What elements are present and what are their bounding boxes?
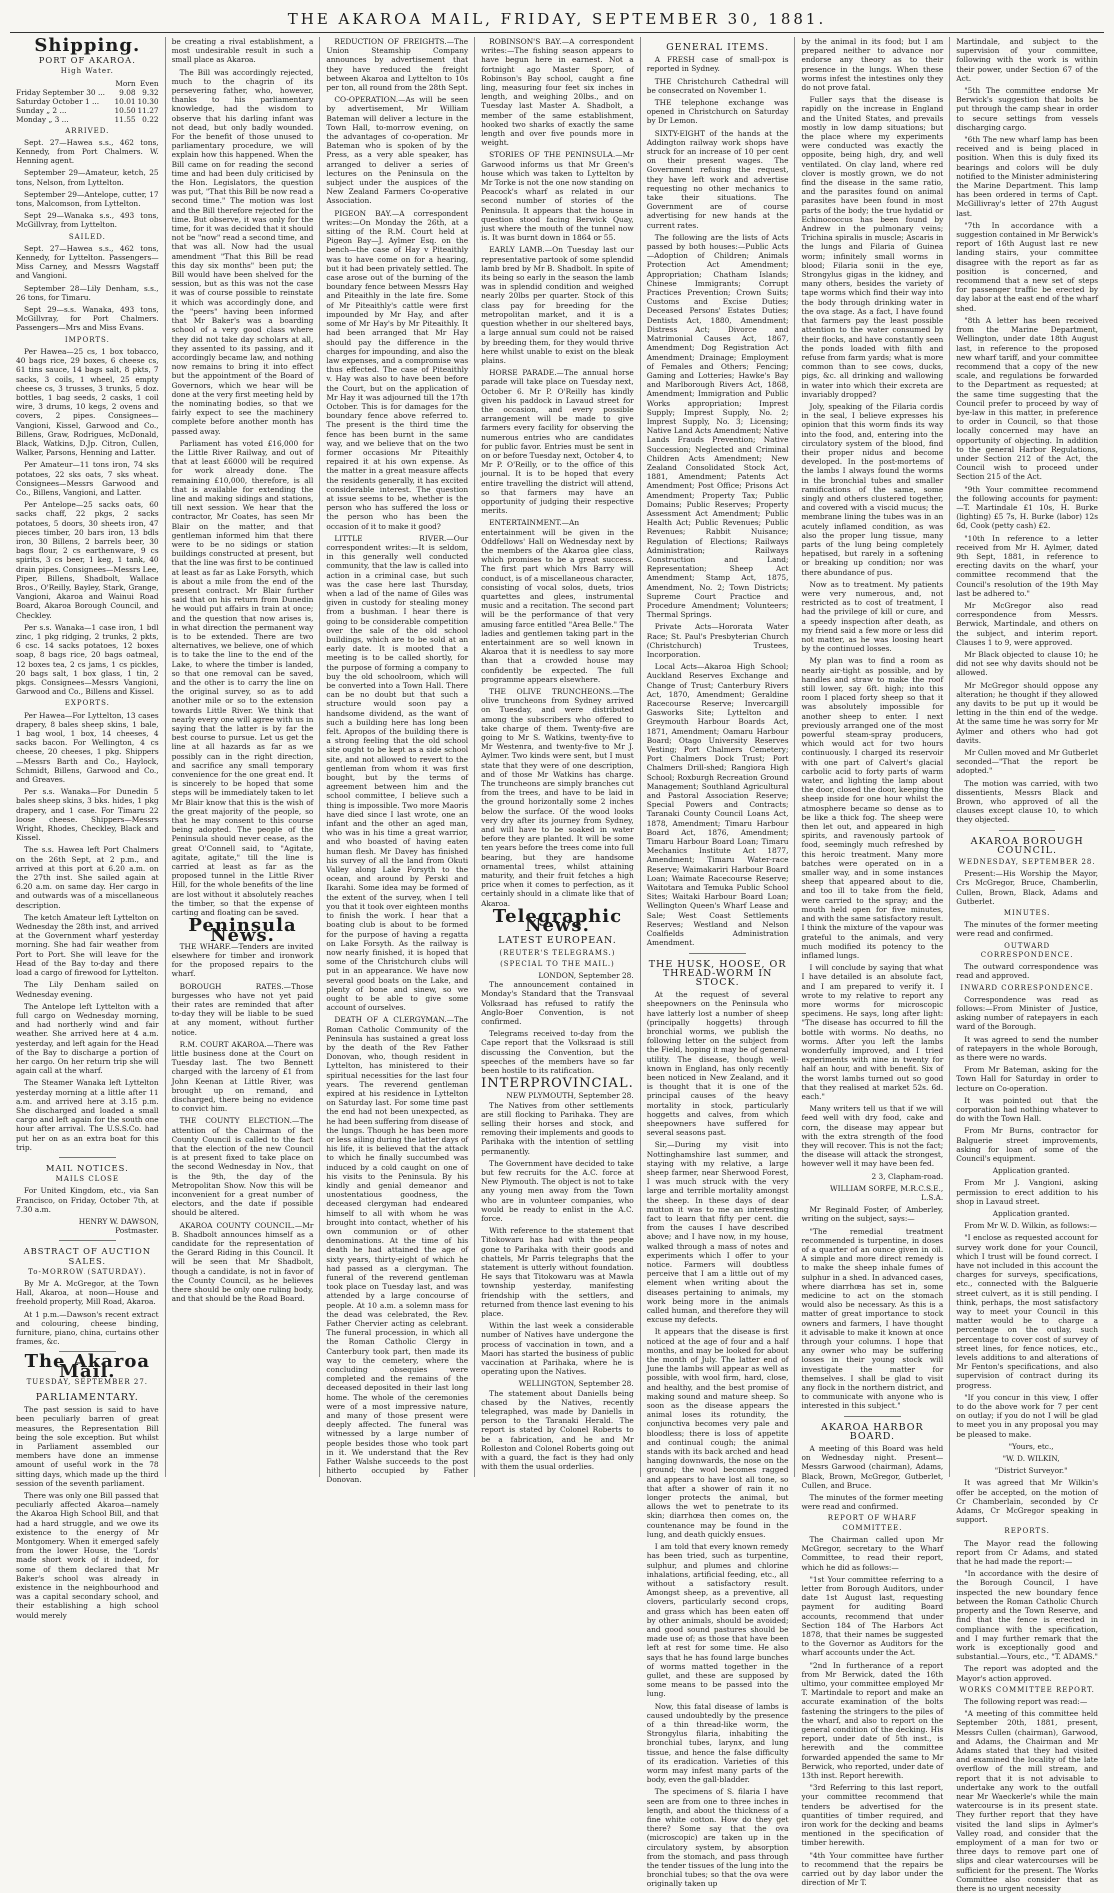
tide-row xyxy=(16,88,159,97)
masthead: THE AKAROA MAIL, FRIDAY, SEPTEMBER 30, 1881. xyxy=(287,10,827,28)
dateline: NEW PLYMOUTH, September 28. xyxy=(506,1091,634,1101)
imports-heading: IMPORTS. xyxy=(64,335,110,344)
article-paragraph: I am told that every known remedy has been tried, such as turpentine, sulphur, and plumes and chlorine inhalations, artificial feeding, etc., all without a satisfactory result. Amongst sheep, as a preventive, all clovers, particularly second crops, and grass which has been eaten off by other animals, should be avoided; and good sound pastures should be made use of; as those that have been left at rest for some time. He also says that he has found large bunches of worms matted together in the gullet, and these are supposed by some means to be passed into the lung. xyxy=(646,1542,789,1699)
auction-entry: By Mr A. McGregor, at the Town Hall, Akaroa, at noon—House and freehold property, Mill Road, Akaroa. xyxy=(16,1278,159,1307)
mail-notice: For United Kingdom, etc., via San Francisco, on Friday, October 7th, at 7.30 a.m. xyxy=(16,1186,159,1214)
news-item: THE WHARF.—Tenders are invited elsewhere for timber and ironwork for the proposed repairs to the wharf. xyxy=(171,941,314,979)
auction-date: To-MORROW (SATURDAY). xyxy=(28,1267,147,1276)
dateline: LONDON, September 28. xyxy=(538,970,634,980)
latest-european-heading: LATEST EUROPEAN. xyxy=(498,935,617,947)
report-paragraph: "10th In reference to a letter received from Mr H. Aylmer, dated 9th Sept, 1881, in reference to erecting davits on the wharf, your committee recommend that the Council's resolution of the 19th May last be adhered to." xyxy=(956,533,1099,598)
news-item: Local Acts—Akaroa High School; Auckland Reserves Exchange and Change of Trust; Canterbury Rivers Act, 1870, Amendment; Geraldine Racecourse Reserve; Invercargill Gasworks Site; Lyttelton and Greymouth Harbour Boards Act, 1871, Amendment; Oamaru Harbour Board; Otago University Reserves Vesting; Port Chalmers Cemetery; Port Chalmers Dock Trust; Port Chalmers Drill-shed; Rangiora High School; Roxburgh Recreation Ground Management; Southland Agricultural and Pastoral Association Reserve; Special Powers and Contracts; Taranaki County Council Loans Act, 1878, Amendment; Timaru Harbour Board Act, 1876, Amendment; Timaru Harbour Board Loan; Timaru Mechanics Institute Act 1877, Amendment; Timaru Water-race Reserve; Waimakariri Harbour Board Loan; Waimate Racecourse Reserve; Waitotara and Temuka Public School Sites; Waitaki Harbour Board Loan; Wellington Queen's Wharf Lease and Sale; West Coast Settlements Reserves; Westland and Nelson Coalfields Administration Amendment. xyxy=(646,662,789,948)
report-paragraph: The minutes of the former meeting were read and confirmed. xyxy=(956,920,1099,939)
tide-morn: 9.08 xyxy=(119,87,136,97)
subheading: WORKS COMMITTEE REPORT. xyxy=(959,1685,1095,1694)
section-divider xyxy=(689,953,746,954)
auction-entry: At 1 p.m.—Dawson's recent extract and colouring, cheese binding, furniture, piano, china, curtains other frames, &c. xyxy=(16,1309,159,1347)
sailing-entry: Sept. 27—Hawea s.s., 462 tons, Kennedy, for Lyttelton. Passengers—Miss Carney, and Messrs Wagstaff and Vangioni. xyxy=(16,243,159,281)
article-paragraph: by the animal in its food; but I am prepared neither to advance nor endorse any theory as to their presence in the lungs. When these worms infest the intestines only they do not prove fatal. xyxy=(801,37,944,93)
sailed-heading: SAILED. xyxy=(68,232,106,241)
shipping-note: The Lily Denham sailed on Wednesday evening. xyxy=(16,980,159,999)
article-paragraph: Now as to treatment. My patients were very numerous, and, not restricted as to cost of treatment, I had the privilege of kill or cure, and a speedy inspection after death, as my friend said a few more or less did not matter, as he was loosing heart by the continued losses. xyxy=(801,579,944,654)
tide-header-cell: Even xyxy=(139,78,159,88)
news-item: THE Christchurch Cathedral will be consecrated on November 1. xyxy=(646,76,789,95)
tide-morn: 10.01 xyxy=(114,97,136,107)
news-item: THE telephone exchange was opened in Christchurch on Saturday by Dr Lemon. xyxy=(646,98,789,126)
report-paragraph: "4th Your committee have further to recommend that the repairs be carried out by day labor under the direction of Mr T. xyxy=(801,1850,944,1888)
import-entry: Per Antelope—25 sacks oats, 60 sacks chaff, 22 pkgs, 2 sacks potatoes, 5 doors, 30 sheets iron, 47 pieces timber, 20 bars iron, 13 bdls iron, 30 Billens, 2 barrels beer, 30 bags flour, 2 cs earthenware, 9 cs spirits, 3 cs beer, 1 keg, 1 tank, 40 drain pipes. Consignees—Messrs Lee, Piper, Billens, Shadbolt, Wallace Bros., O'Reilly, Bayley, Stark, Grange, Vangioni, Akaroa and Wainui Road Board, Akaroa Borough Council, and Checkley. xyxy=(16,500,159,620)
shipping-note: The Antelope left Lyttelton with a full cargo on Wednesday morning, and had northerly wind and fair weather. She arrived here at 4 a.m. yesterday, and left again for the Head of the Bay to discharge a portion of her cargo. On her return trip she will again call at the wharf. xyxy=(16,1001,159,1076)
telegram: With reference to the statement that Titokowaru has had with the people gone to Parihaka with their goods and chattels, Mr Parris telegraphs that the statement is utterly without foundation. He says that Titokowaru was at Mawla township yesterday, manifesting friendship with the settlers, and returned from thence last evening to his place. xyxy=(481,1226,634,1319)
report-paragraph: "In accordance with the desire of the Borough Council, I have inspected the new boundary fence between the Roman Catholic Church property and the Town Reserve, and find that the fence is erected in compliance with the specification, and I may further remark that the work is exceptionally good and substantial.—Yours, etc., "T. ADAMS." xyxy=(956,1569,1099,1662)
report-paragraph: Present:—His Worship the Mayor, Crs McGregor, Bruce, Chamberlin, Cullen, Brown, Black, Adams and Gutberlet. xyxy=(956,869,1099,906)
column-3 xyxy=(319,37,474,1485)
meeting-date: WEDNESDAY, SEPTEMBER 28. xyxy=(958,858,1096,867)
report-paragraph: It was pointed out that the corporation had nothing whatever to do with the Town Hall. xyxy=(956,1095,1099,1124)
report-paragraph: The motion was carried, with two dissentients, Messrs Black and Brown, who approved of all the clauses except clause 10, to which they objected. xyxy=(956,778,1099,825)
news-item: HORSE PARADE.—The annual horse parade will take place on Tuesday next, October 6. Mr P. O'Reilly has kindly given his paddock in Lavaud street for the occasion, and every possible arrangement will be made to give farmers every facility for observing the numerous entries who are candidates for public favor. Entries must be sent in on or before Tuesday next, October 4, to Mr P. O'Reilly, or to the office of this journal. It is to be hoped that every entire travelling the district will attend, so that farmers may have an opportunity of judging their respective merits. xyxy=(481,368,634,516)
news-item: A FRESH case of small-pox is reported in Sydney. xyxy=(646,55,789,74)
masthead-rule xyxy=(10,32,1104,33)
arrival-entry: Sept. 27—Hawea s.s., 462 tons, Kennedy, from Port Chalmers. W. Henning agent. xyxy=(16,137,159,166)
arrival-entry: Sept 29—Wanaka s.s., 493 tons, McGillvray, from Lyttelton. xyxy=(16,211,159,230)
report-paragraph: The following report was read:— xyxy=(964,1696,1088,1706)
sailing-entry: September 28—Lily Denham, s.s., 26 tons, for Timaru. xyxy=(16,283,159,302)
telegram: The Natives from other settlements are still flocking to Parihaka. They are selling their horses and stock, and removing their implements and goods to Parihaka with the intention of settling permanently. xyxy=(481,1100,634,1156)
report-paragraph: Mr McGregor also read correspondence from Messrs. Berwick, Martindale, and others on the subject, and interim report. Clauses 1 to 9, were approved. xyxy=(956,600,1099,647)
tide-row xyxy=(16,97,159,106)
report-paragraph: Application granted. xyxy=(992,1166,1070,1176)
export-entry: Per Hawea—For Lyttelton, 13 cases drapery, 8 bales sheep skins, 1 bale, 1 bag wool, 1 box, 14 cheeses, 4 sacks bacon. For Wellington, 4 cs cheese, 20 cheeses, 1 pkg. Shippers—Messrs Barth and Co., Haylock, Schmidt, Billens, Garwood and Co., and Greaves. xyxy=(16,710,159,785)
letter-signature: "Yours, etc., xyxy=(1008,1441,1054,1451)
news-item: BOROUGH RATES.—Those burgesses who have not yet paid their rates are reminded that after to-day they will be liable to be sued at any moment, without further notice. xyxy=(171,981,314,1037)
tide-header-cell: Morn xyxy=(115,78,136,88)
postmaster-title: Postmaster. xyxy=(115,1226,159,1236)
news-item: AKAROA COUNTY COUNCIL.—Mr B. Shadbolt announces himself as a candidate for the representation of the Gerard Riding in this Council. It will be seen that Mr Shadbolt, though a candidate, is not in favor of the County Council, as he believes there should be only one ruling body, and that should be the Road Board. xyxy=(171,1220,314,1304)
news-item: DEATH OF A CLERGYMAN.—The Roman Catholic Community of the Peninsula has sustained a great loss by the death of the Rev Father Donovan, who, though resident in Lyttelton, has ministered to their spiritual necessities for the last four years. The reverend gentleman expired at his residence in Lyttelton on Saturday last. For some time past the end had not been unexpected, as he had been suffering from disease of the lungs. Though he has been more or less ailing during the latter days of his life, it is believed that the attack to which he finally succumbed was induced by a cold caught on one of his visits to the Peninsula. By his kindly and genial demeanor and unostentatious goodness, the deceased clergyman had endeared himself to all with whom he was brought into contact, whether of his own communion or of other denominations. At the time of his death he had attained the age of sixty years, thirty-eight of which he had passed as a clergyman. The funeral of the reverend gentleman took place on Tuesday last, and was attended by a large concourse of people. At 10 a.m. a solemn mass for the dead was celebrated, the Rev. Father Chervier acting as celebrant. The funeral procession, in which all the Roman Catholic Clergy in Canterbury took part, then made its way to the cemetery, where the concluding obsequies were completed and the remains of the deceased deposited in their last long home. The whole of the ceremonies were of a most impressive nature, and many of those present were deeply affected. The funeral was witnessed by a large number of people besides those who took part in it. We understand that the Rev Father Walshe succeeds to the post hitherto occupied by Father Donovan. xyxy=(326,1015,469,1485)
article-paragraph: The Bill was accordingly rejected, much to the chagrin of its persevering father, who, however, thanks to his parliamentary knowledge, had the wisdom to observe that his darling infant was not dead, but only badly wounded. For the benefit of those unused to parliamentary procedure, we will explain how this happened. When the Bill came on for reading the second time and had been duly criticised by the Hon. Legislators, the question was put, "That this Bill be now read a second time." The motion was lost and the Bill therefore rejected for the time. But observe, it was only for the time, for it was decided that it should not be "now" read a second time, and that was all. Now had the usual amendment "That this Bill be read this day six months" been put; the Bill would have been shelved for the session, but as this was not the case it was of course possible to reinstate it which was accordingly done, and the "peers" having been informed that Mr Baker's was a boarding school of a very good class where they did not take day scholars at all, they assented to its passing, and it accordingly became law, and nothing now remains to bring it into effect but the appointment of the Board of Governors, which we hear will be done at the very first meeting held by the nominating bodies, so that we fairly expect to see the machinery complete before another month has passed away. xyxy=(171,67,314,436)
telegram: Telegrams received to-day from the Cape report that the Volksraad is still discussing the Convention, but the speeches of the members have so far been hostile to its ratification. xyxy=(481,1029,634,1075)
shipping-note: The Steamer Wanaka left Lyttelton yesterday morning at a little after 11 a.m. and arrived here at 3.15 p.m. She discharged and loaded a small cargo and left again for the south one hour after arrival. The U.S.S.Co. had put her on as an extra boat for this trip. xyxy=(16,1078,159,1152)
report-paragraph: Mr Cullen moved and Mr Gutberlet seconded—"That the report be adopted." xyxy=(956,748,1099,776)
article-paragraph: My plan was to find a room as nearly air-tight as possible, and by handles and straw to make the roof still lower, say 6ft. high; into this room I placed forty sheep so that it was absolutely impossible for another sheep to enter. I next previously arranged one of the most powerful steam-spray producers, which would act for two hours continuously. I charged its reservoir with one part of Calvert's glacial carbolic acid to forty parts of warm water, and lighting the lamp about the door, closed the door, keeping the sheep inside for one hour whilst the atmosphere became so dense as to be like a thick fog. The sheep were then let out, and appeared in high spirits, and ravenously partook of food, seemingly much refreshed by this heroic treatment. Many more batches were operated on in a smaller way, and in some instances sheep that appeared about to die, and too ill to take from the field, were carried to the spray; and the mouth held open for five minutes, and with the same satisfactory result. I think the mixture of the vapour was grateful to the animals, and very much modified its potency to the inflamed lungs. xyxy=(801,656,944,960)
column-5 xyxy=(640,37,795,1889)
telegram: The Government have decided to take but few recruits for the A.C. force at New Plymouth. The object is not to take any young men away from the Town who are in volunteer companies, who would be ready to enlist in the A.C. force. xyxy=(481,1158,634,1223)
export-entry: Per s.s. Wanaka—For Dunedin 5 bales sheep skins, 3 bks. hides, 1 pkg drapery, and 1 case. For Timaru 22 loose cheese. Shippers—Messrs Wright, Rhodes, Checkley, Black and Kissel. xyxy=(16,787,159,843)
tide-even: 0.22 xyxy=(142,115,159,125)
report-paragraph: "9th Your committee recommend the following accounts for payment:—T. Martindale £1 10s, H. Burke (lighting) £5 7s, H. Burke (labor) 12s 6d, Cook (petty cash) £2. xyxy=(956,484,1099,531)
report-paragraph: From Mr W. D. Wilkin, as follows:— xyxy=(964,1221,1097,1231)
tide-header-cell xyxy=(16,79,113,88)
tide-even: 9.32 xyxy=(142,87,159,97)
special-label: (SPECIAL TO THE MAIL.) xyxy=(500,959,615,968)
high-water-label: High Water. xyxy=(60,67,114,76)
auction-heading: ABSTRACT OF AUCTION SALES. xyxy=(23,1246,152,1266)
arrival-entry: September 29—Amateur, ketch, 25 tons, Nelson, from Lyttelton. xyxy=(16,168,159,187)
report-paragraph: From Mr J. Vangioni, asking permission to erect addition to his shop in Lavaud street. xyxy=(956,1178,1099,1206)
column-6 xyxy=(794,37,949,1888)
section-divider xyxy=(59,1157,116,1158)
news-item: The following are the lists of Acts passed by both houses:—Public Acts—Adoption of Children; Animals Protection Act Amendment; Appropriation; Chatham Islands; Chinese Immigrants; Corrupt Practices Prevention; Crown Suits; Customs and Excise Duties; Deceased Persons' Estates Duties; Dentists Act, 1880, Amendment; Distress Act; Divorce and Matrimonial Causes Act, 1867, Amendment; Dog Registration Act Amendment; Drainage; Employment of Females and Others; Fencing; Gaming and Lotteries; Hawke's Bay and Marlborough Rivers Act, 1868, Amendment; Immigration and Public Works appropriation; Imprest Supply; Imprest Supply, No. 2; Imprest Supply, No. 3; Licensing; Native Land Acts Amendment; Native Lands Frauds Prevention; Native Succession; Neglected and Criminal Children Acts Amendment; New Zealand Consolidated Stock Act, 1881, Amendment; Patents Act Amendment; Post Office; Prisons Act Amendment; Property Tax; Public Domains; Public Reserves; Property Assessment Act Amendment; Public Health Act; Public Revenues; Public Revenues; Rabbit Nuisance; Regulation of Elections; Railways Administration; Railways Construction and Land; Representation; Sheep Act Amendment; Stamp Act, 1875, Amendment, No. 2; Town Districts; Supreme Court Practice and Procedure Amendment; Volunteers; Thermal Springs. xyxy=(646,232,789,620)
shipping-heading: Shipping. xyxy=(34,35,141,56)
section-divider xyxy=(844,1416,901,1417)
report-paragraph: "If you concur in this view, I offer to do the above work for 7 per cent on outlay; if you do not I will be glad to meet you in any proposal you may be pleased to make. xyxy=(956,1392,1099,1439)
article-paragraph: At the request of several sheepowners on the Peninsula who have latterly lost a number of sheep (principally hoggetts) through bronchial worms, we publish the following letter on the subject from the Field, hoping it may be of general utility. The disease, though well-known in England, has only recently been noticed in New Zealand, and it is thought that it is one of the principal causes of the heavy mortality in stock, particularly hoggetts and calves, from which sheepowners have suffered for several seasons past. xyxy=(646,990,789,1138)
report-paragraph: "7th In accordance with a suggestion contained in Mr Berwick's report of 16th August last re new landing stairs, your committee disagree with the report as far as position is concerned, and recommend that a new set of steps for passenger traffic be erected by day labor at the east end of the wharf shed. xyxy=(956,220,1099,313)
report-paragraph: The minutes of the former meeting were read and confirmed. xyxy=(801,1493,944,1512)
news-item: THE OLIVE TRUNCHEONS.—The olive truncheons from Sydney arrived on Tuesday, and were distributed among the subscribers who offered to take charge of them. Twenty-five are going to Mr S. Watkins, twenty-five to Mr Westenra, and twenty-five to Mr J. Aylmer. Two kinds were sent, but I must state that they were of one description, and of those Mr Watkins has charge. The truncheons are simply branches cut from the trees, and have to be laid in the ground horizontally some 2 inches below the surface. Of the wood looks very dry after its journey from Sydney, and will have to be soaked in water before they are planted. It will be some ten years before the trees come into full bearing, but they are handsome ornamental trees, whilst attaining maturity, and their fruit fetches a high price when it comes to perfection, as it certainly should in a climate like that of Akaroa. xyxy=(481,687,634,908)
news-item: EARLY LAMB.—On Tuesday last our representative partook of some splendid lamb bred by Mr B. Shadbolt. In spite of its being so early in the season the lamb was in splendid condition and weighed nearly 20lbs per quarter. Stock of this class pay for breeding for the metropolitan market, and it is a question whether in our sheltered bays, a large annual sum could not be raised by breeding them, for they would thrive here whilst unable to exist on the bleak plains. xyxy=(481,245,634,365)
tide-row xyxy=(16,115,159,124)
article-paragraph: I will conclude by saying that what I have detailed is an absolute fact, and I am prepared to verify it. I wrote to my relative to report any more worms for microscopic specimens. He says, long after light: "The disease has occurred to fill the bottle with worms. No deaths, no worms. After you left the lambs wonderfully improved, and I tried experiments with nine in twenty for half an hour, and with benefit. Six of the worst lambs turned out so good that they realised at market 52s. 6d. each." xyxy=(801,963,944,1101)
news-item: ROBINSON'S BAY.—A correspondent writes:—The fishing season appears to have begun here in earnest. Not a fortnight ago Master Sporr, of Robinson's Bay school, caught a fine ling, measuring four feet six inches in length, and weighing 20lbs., and on Tuesday last Master A. Shadbolt, a member of the same establishment, hooked two sharks of exactly the same length and over five pounds more in weight. xyxy=(481,37,634,148)
article-paragraph: Now, this fatal disease of lambs is caused undoubtedly by the presence of a thin thread-like worm, the Strongylus filaria, inhabiting the bronchial tubes, larynx, and lung tissue, and hence the false difficulty of its eradication. Varieties of this worm may infest many parts of the body, even the gall-bladder. xyxy=(646,1701,789,1785)
tide-table xyxy=(16,79,159,125)
report-paragraph: Martindale, and subject to the supervision of your committee, following with the work is within their power, under Section 67 of the Act. xyxy=(956,37,1099,83)
article-paragraph: Sir,—During my visit into Nottinghamshire last summer, and staying with my relative, a large sheep farmer, near Sherwood Forest, I was much struck with the very large and terrible mortality amongst the sheep. In these days of dear mutton it was to me an interesting fact to learn that fifty per cent. die from the causes I have described above; and I have now, in my house, walked through a mass of notes and experiments which I offer to your notice. Farmers will doubtless perceive that I am a little out of my element when writing about the diseases pertaining to animals, my work being more in the animals called human, and therefore they will excuse my defects. xyxy=(646,1140,789,1325)
report-paragraph: "I enclose as requested account for survey work done for your Council, which I trust will be found correct. I have not included in this account the charges for surveys, specifications, etc., connected with the Balguerie street culvert, as it is still pending. I think, perhaps, the most satisfactory way to meet your Council in this matter would be to charge a percentage on the outlay, such percentage to cover cost of survey of street lines, for fence notices, etc., levels additions to and alterations of Mr Fenton's specifications, and also supervision of contract during its progress. xyxy=(956,1233,1099,1390)
news-item: LITTLE RIVER.—Our correspondent writes:—It is seldom, in this generally well conducted community, that the law is called into action in a criminal case, but such was the case here last Thursday, when a lad of the name of Giles was given in custody for stealing money from a bushman. I hear there is going to be considerable competition over the sale of the old school buildings, which are to be sold at an early date. It is mooted that a meeting is to be called shortly, for the purpose of forming a company to buy the old schoolroom, which will be converted into a Town Hall. There can be no doubt but that such a structure would soon pay a handsome dividend, as the want of such a building here has long been felt. Apropos of the building there is a strong feeling that the old school site ought to be kept as a side school site, and not allowed to revert to the gentleman from whom it was first bought, but by the terms of agreement between him and the school committee, I believe such a thing is impossible. Two more Maoris have died since I last wrote, one an infant and the other an aged man, who was in his time a great warrior, and who boasted of having eaten human flesh. Mr Davey has finished his survey of all the land from Okuti Valley along Lake Forsyth to the ocean, and around by Perski and Ikarahi. Some idea may be formed of the extent of the survey, when I tell you that it took over eighteen months to finish the work. I hear that a boating club is about to be formed for the purpose of having a regatta on Lake Forsyth. As the railway is now nearly finished, it is hoped that some of the Christchurch clubs will put in an appearance. We have now several good boats on the Lake, and plenty of bone and sinew, so we ought to be able to give some account of ourselves. xyxy=(326,533,469,1013)
letter-signature: WILLIAM SORFE, M.R.C.S.E., L.S.A. xyxy=(830,1183,944,1202)
arrival-entry: September 29—Antelope, cutter, 17 tons, Malcomson, from Lyttelton. xyxy=(16,189,159,209)
letter-signature: "W. D. WILKIN, xyxy=(1002,1454,1060,1464)
report-paragraph: "6th The new wharf lamp has been received and is being placed in position. When this is duly fixed its bearings and colors will be duly notified to the Minister administering the Marine Department. This lamp has been ordered in terms of Capt. McGillivray's letter of 27th August last. xyxy=(956,135,1099,218)
report-paragraph: "3rd Referring to this last report, your committee recommend that tenders be advertised for the quantities of timber required, and iron work for the decking and beams mentioned in the specification of timber herewith. xyxy=(801,1783,944,1848)
article-paragraph: Joly, speaking of the Filaria cordis in the seal, I believe expresses his opinion that this worm finds its way into the food, and, entering into the circulatory system of the blood, find their proper nidus and become developed. In the post-mortems of the lambs I always found the worms in the bronchial tubes and smaller ramifications of the same, some singly and others clustered together, and covered with a viscid mucus; the membrane lining the tubes was in an acutely inflamed condition, as was also the proper lung tissue, many parts of the lung being completely hepatised, but rarely in a softening or breaking up condition; nor was there abundance of pus. xyxy=(801,401,944,577)
subheading: OUTWARD CORRESPONDENCE. xyxy=(980,941,1074,959)
report-paragraph: "1st Your committee referring to a letter from Borough Auditors, under date 1st August last, requesting payment for auditing Board accounts, recommend that under Section 184 of The Harbors Act 1878, that their names be suggested to the Governor as Auditors for the wharf accounts under the Act. xyxy=(801,1574,944,1658)
peninsula-news-heading: Peninsula News. xyxy=(188,915,297,946)
tide-morn: 10.50 xyxy=(114,106,136,116)
report-paragraph: The report was adopted and the Mayor's action approved. xyxy=(956,1664,1099,1683)
telegram: The statement about Daniells being chased by the Natives, recently telegraphed, was made by Daniells in person to the Taranaki Herald. The report is stated by Colonel Roberts to be a fabrication, and he and Mr Rolleston and Colonel Roberts going out with a guard, the fact is they had only with them the usual orderlies. xyxy=(481,1388,634,1472)
mail-notices-heading: MAIL NOTICES. xyxy=(45,1162,129,1173)
subheading: REPORTS. xyxy=(1004,1527,1050,1536)
tide-day: Saturday October 1 ... xyxy=(16,97,100,107)
news-item: CO-OPERATION.—As will be seen by advertisement, Mr William Bateman will deliver a lecture in the Town Hall, to-morrow evening, on the advantages of co-operation. Mr Bateman who is spoken of by the Press, as a very able speaker, has arranged to deliver a series of lectures on the Peninsula on the subject under the auspices of the New Zealand Farmers Co-operative Association. xyxy=(326,95,469,206)
interprovincial-heading: INTERPROVINCIAL. xyxy=(481,1076,634,1092)
news-item: THE COUNTY ELECTION.—The attention of the Chairman of the County Council is called to the fact that the election of the new Council is at present fixed to take place on the second Wednesday in Nov., that is the 9th, the day of the Metropolitan Show. Now this will be inconvenient for a great number of electors, and the date if possible should be altered. xyxy=(171,1116,314,1218)
article-paragraph: Mr Reginald Foster, of Amberley, writing on the subject, says:— xyxy=(801,1205,944,1224)
telegraphic-news-heading: Telegraphic News. xyxy=(492,905,623,937)
mails-close-label: MAILS CLOSE xyxy=(55,1175,119,1184)
subheading: INWARD CORRESPONDENCE. xyxy=(960,983,1094,992)
tide-header-row xyxy=(16,79,159,88)
paper-date: TUESDAY, SEPTEMBER 27. xyxy=(26,1377,149,1386)
port-heading: PORT OF AKAROA. xyxy=(38,55,136,66)
report-paragraph: The Chairman called upon Mr McGregor, secretary to the Wharf Committee, to read their report, which he did as follows:— xyxy=(801,1534,944,1572)
article-paragraph: There was only one Bill passed that peculiarly affected Akaroa—namely the Akaroa High School Bill, and that had a hard struggle, and we owe its existence to the energy of Mr Montgomery. When it emerged safely from the lower House, the 'Lords' made short work of it indeed, for some of them declared that Mr Baker's school was already in existence in the neighbourhood and was a capital secondary school, and their establishing a high school would merely xyxy=(16,1491,159,1620)
report-paragraph: Mr Black objected to clause 10; he did not see why davits should not be allowed. xyxy=(956,650,1099,678)
paper-title: The Akaroa Mail. xyxy=(24,1351,151,1382)
news-item: STORIES OF THE PENINSULA.—Mr Garwood informs us that Mr Green's house which was taken to Lyttelton by Mr Torke is not the one now standing on Peacock's wharf as related in our second number of stories of the Peninsula. It appears that the house in question stood facing Berwick Quay, just where the mouth of the tunnel now is. It was burnt down in 1864 or 55. xyxy=(481,150,634,243)
reuter-label: (REUTER'S TELEGRAMS.) xyxy=(499,948,616,957)
article-paragraph: "The remedial treatment recommended is turpentine, in doses of a quarter of an ounce given in oil. A simple and more direct remedy is to make the sheep inhale fumes of sulphur in a shed. In advanced cases, where diarrhœa has set in, some medicine to act on the stomach would also be necessary. As this is a matter of great importance to stock owners and farmers, I have thought it advisable to make it known at once through your columns. I hope that any owner who may be suffering losses in their young stock will investigate the matter for themselves. I shall be glad to visit any flock in the northern district, and to communicate with anyone who is interested in this subject." xyxy=(801,1226,944,1411)
sailing-entry: Sept 29—s.s. Wanaka, 493 tons, McGillvray, for Port Chalmers. Passengers—Mrs and Miss Evans. xyxy=(16,305,159,333)
article-paragraph: It appears that the disease is first noticed at the age of four and a half months, and may be looked for about the month of July. The latter end of June the lambs will appear as well as possible, with wool firm, hard, close, and healthy, and the best promise of making sound and mature sheep. So soon as the disease appears the animal loses its rotundity, the conjunctiva becomes very pale and bloodless; there is loss of appetite and continual cough; the animal stands with its back arched and head hanging downwards, the nose on the ground; the wool becomes ragged and appears to have lost all tone, so that after a shower of rain it no longer protects the animal, but allows the wet to penetrate to its skin; diarrhœa then comes on, the countenance may be found in the lung, and death quickly ensues. xyxy=(646,1327,789,1539)
harbor-board-heading: AKAROA HARBOR BOARD. xyxy=(821,1421,924,1442)
tide-day: Monday „ 3 ... xyxy=(16,115,69,125)
letter-signature: "District Surveyor." xyxy=(994,1466,1068,1476)
report-paragraph: "A meeting of this committee held September 20th, 1881, present, Messrs Cullen (chairman), Garwood, and Adams, the Chairman and Mr Adams stated that they had visited and examined the locality of the late overflow of the mill stream, and report that it is not advisable to undertake any work to the outfall near Mr Waeckerle's while the main watercourse is in its present state. They further report that they have visited the land slips in Aylmer's Valley road, and consider that the employment of a man for two or three days to remove part one of slips and clear watercourses will be sufficient for the present. The Works Committee also consider that as there is no urgent necessity xyxy=(956,1709,1099,1893)
column-2 xyxy=(165,37,320,1477)
report-paragraph: "2nd In furtherance of a report from Mr Berwick, dated the 16th ultimo, your committee employed Mr T. Martindale to report and make an accurate examination of the bolts fastening the stringers to the piles of the wharf, and also to report on the general condition of the decking. His report, under date of 5th inst., is herewith and the committee forwarded appended the same to Mr Berwick, who reported, under date of 13th inst. Report herewith. xyxy=(801,1660,944,1780)
tide-even: 10.30 xyxy=(137,97,159,107)
news-item: SIXTY-EIGHT of the hands at the Addington railway work shops have struck for an increase of 10 per cent on their present wages. The Government refusing the request, they have left work and advertise requesting no other mechanics to take their situations. The Government are of course advertising for new hands at the current rates. xyxy=(646,128,789,230)
letter-address: 2 3, Clapham-road. xyxy=(871,1171,944,1181)
section-divider xyxy=(999,830,1056,831)
news-item: Private Acts—Hororata Water Race; St. Paul's Presbyterian Church (Christchurch) Trustees, Incorporation. xyxy=(646,622,789,659)
tide-row xyxy=(16,106,159,115)
borough-council-heading: AKAROA BOROUGH COUNCIL. xyxy=(970,835,1084,856)
tide-day: Sunday „ 2 ... xyxy=(16,106,67,116)
telegram: The announcement contained in Monday's Standard that the Transvaal Volksraad has refused to ratify the Anglo-Boer Convention, is not confirmed. xyxy=(481,980,634,1026)
import-entry: Per Hawea—25 cs, 1 box tobacco, 40 bags rice, 29 boxes, 6 cheese cs, 61 tins sauce, 14 bags salt, 8 pkts, 7 sacks, 3 coils, 1 wheel, 25 empty cheese cs, 3 trusses, 3 trunks, 5 doz. bottles, 1 bag seeds, 2 casks, 1 coil wire, 3 drums, 10 kegs, 2 ovens and covers, 2 pipes. Consignees—Vangioni, Kissel, Garwood and Co., Billens, Graw, Rodrigues, McDonald, Black, Watkins, D.Jp. Citron, Cullen, Walker, Parsons, Henning and Latter. xyxy=(16,346,159,458)
report-paragraph: "8th A letter has been received from the Marine Department, Wellington, under date 18th August last, in reference to the proposed new wharf tariff, and your committee recommend that a copy of the new scale, and regulations be forwarded to the Department as requested; at the same time suggesting that the Council prefer to proceed by way of bye-law in this matter, in preference to order in Council, so that those locally concerned may have an opportunity of objecting. In addition to the general Harbor Regulations, under Section 212 of the Act, the Council wish to proceed under Section 215 of the Act. xyxy=(956,315,1099,482)
shipping-note: The s.s. Hawea left Port Chalmers on the 26th Sept, at 2 p.m., and arrived at this port at 6.20 a.m. on the 27th inst. She sailed again at 6.20 a.m. on same day. Her cargo in and outwards was of a miscellaneous description. xyxy=(16,845,159,910)
tide-day: Friday September 30 ... xyxy=(16,87,105,97)
column-1 xyxy=(10,35,165,1620)
columns xyxy=(10,35,1104,1893)
article-paragraph: Many writers tell us that if we will feed well with dry food, cake and corn, the disease may appear but with the extra strength of the food they will recover. This is not the fact; the disease will attack the strongest, however well it may have been fed. xyxy=(801,1104,944,1169)
section-divider xyxy=(59,1240,116,1241)
general-items-heading: GENERAL ITEMS. xyxy=(666,42,770,53)
report-paragraph: It was agreed that Mr Wilkin's offer be accepted, on the motion of Cr Chamberlain, seconded by Cr Adams, Cr McGregor speaking in support. xyxy=(956,1478,1099,1525)
report-paragraph: The Mayor read the following report from Cr Adams, and stated that he had made the report:— xyxy=(956,1538,1099,1567)
report-paragraph: A meeting of this Board was held on Wednesday night. Present—Messrs Garwood (chairman), Adams, Black, Brown, McGregor, Gutberlet, Cullen, and Bruce. xyxy=(801,1444,944,1490)
report-paragraph: From Mr Burns, contractor for Balguerie street improvements, asking for loan of some of the Council's equipment. xyxy=(956,1126,1099,1163)
postmaster-name: HENRY W. DAWSON, xyxy=(78,1216,159,1226)
import-entry: Per s.s. Wanaka—1 case iron, 1 bdl zinc, 1 pkg ridging, 2 trunks, 2 pkts, 6 csc. 14 sacks potatoes, 12 boxes soap, 8 bags rice, 20 bags oatmeal, 12 boxes tea, 2 cs jams, 1 cs pickles, 20 bags salt, 1 box glass, 1 tin, 2 pkgs. Consignees—Messrs Vangioni, Garwood and Co., Billens and Kissel. xyxy=(16,622,159,697)
article-paragraph: The specimens of S. filaria I have seen are from one to three inches in length, and about the thickness of a fine white cotton. How do they get there? Some say that the ova (microscopic) are taken up in the circulatory system, by absorption from the stomach, and pass through the tender tissues of the lung into the bronchial tubes; so that the ova were originally taken up xyxy=(646,1787,789,1889)
report-paragraph: It was agreed to send the number of ratepayers in the whole Borough, as there were no wards. xyxy=(956,1034,1099,1062)
report-paragraph: From Mr Bateman, asking for the Town Hall for Saturday in order to lecture on Co-operation. xyxy=(956,1065,1099,1093)
subheading: REPORT OF WHARF COMMITTEE. xyxy=(827,1514,917,1532)
column-7 xyxy=(949,37,1104,1893)
news-item: PIGEON BAY.—A correspondent writes:—On Monday the 26th, at a sitting of the R.M. Court held at Pigeon Bay—J. Aylmer Esq. on the bench—the case of Hay v Piteaithly was to have come on for a hearing, but it had been privately settled. The case arose out of the burning of the boundary fence between Messrs Hay and Piteaithly in the late fire. Some of Mr Piteaithly's cattle were first impounded by Mr Hay, and after some of Mr Hay's by Mr Piteaithly. It had been arranged that Mr Hay should pay the difference in the charges for impounding, and also the law expenses, and a compromise was thus effected. The case of Piteaithly v. Hay was also to have been before the Court, but on the application of Mr Hay it was adjourned till the 17th October. This is for damages for the boundary fence above referred to. The present is the third time the fence has been burnt in the same way, and we believe that on the two former occasions Mr Piteaithly repaired it at his own expense. As the matter in a great measure affects the residents generally, it has excited considerable interest. The question at issue seems to be, whether is the person who has suffered the loss or the person who has been the occasion of it to make it good? xyxy=(326,208,469,531)
article-paragraph: be creating a rival establishment, a most undesirable result in such a small place as Akaroa. xyxy=(171,37,314,65)
article-paragraph: The past session is said to have been peculiarly barren of great measures, the Representation Bill being the sole exception. But whilst in Parliament assembled our members have done an immense amount of useful work in the 78 sitting days, which made up the third session of the seventh parliament. xyxy=(16,1405,159,1488)
news-item: R.M. COURT AKAROA.—There was little business done at the Court on Tuesday last. The two Bennett charged with the larceny of £1 from John Keenan at Little River, was brought up on remand, and discharged, there being no evidence to convict him. xyxy=(171,1039,314,1114)
report-paragraph: Mr McGregor should oppose any alteration; he thought if they allowed any davits to be put up it would be letting in the thin end of the wedge. At the same time he was sorry for Mr Aylmer and others who had got davits. xyxy=(956,680,1099,745)
news-item: ENTERTAINMENT.—An entertainment will be given in the Oddfellows' Hall on Wednesday next by the members of the Akaroa glee class, which promises to be a great success. The first part which Mrs Barry will conduct, is of a miscellaneous character, consisting of vocal solos, duets, trios quartettes and glees, instrumental music and a recitation. The second part will be the performance of that very amusing farce entitled "Area Belle." The ladies and gentlemen taking part in the entertainment are so well known in Akaroa that it is needless to say more than that a crowded house may confidently be expected. The full programme appears elsewhere. xyxy=(481,518,634,684)
report-paragraph: The outward correspondence was read and approved. xyxy=(956,962,1099,981)
report-paragraph: Correspondence was read as follows:—From Minister of Justice, asking number of ratepayers in each ward of the Borough. xyxy=(956,994,1099,1032)
subheading: MINUTES. xyxy=(1003,909,1051,918)
report-paragraph: "5th The committee endorse Mr Berwick's suggestion that bolts be put through the camp shear in order to secure settings from vessels discharging cargo. xyxy=(956,86,1099,132)
husk-heading: THE HUSK, HOOSE, OR THREAD-WORM IN STOCK. xyxy=(648,958,787,988)
article-paragraph: Fuller says that the disease is rapidly on the increase in England and the United States, and prevails mostly in low damp situations; but the place where my experiments were conducted was exactly the opposite, being high, dry, and well ventilated. On clay land, where red clover is mostly grown, we do not find the disease in the same ratio, and the parasites found on animal parasites have been found in most parts of the body; the true hydatid or Echinococcus has been found by Andrew in the pulmonary veins; Trichina spiralis in muscle; Ascaris in the lungs and Filaria of Guinea worm; infinitely small worms in blood; Filaria sonii in the eye, Strongylus gigas in the kidney, and many others, besides the variety of tape worms which find their way into the body through drinking water in the ova stage. As a fact, I have found that farmers pay the least possible attention to the water consumed by their flocks, and have constantly seen the ponds loaded with filth and refuse from farm yards; what is more common than to see cows, ducks, pigs, &c. all drinking and wallowing in water into which their excreta are invariably dropped? xyxy=(801,95,944,399)
column-4 xyxy=(474,37,640,1477)
parliamentary-heading: PARLIAMENTARY. xyxy=(35,1392,139,1404)
arrived-heading: ARRIVED. xyxy=(65,126,110,135)
exports-heading: EXPORTS. xyxy=(64,699,110,708)
tide-even: 11.27 xyxy=(137,106,159,116)
shipping-note: The ketch Amateur left Lyttelton on Wednesday the 28th inst, and arrived at the Government wharf yesterday morning. She had fair weather from Port to Port. She will leave for the Head of the Bay to-day and there load a cargo of firewood for Lyttelton. xyxy=(16,912,159,978)
telegram: Within the last week a considerable number of Natives have undergone the process of vaccination in town, and a Maori has started the business of public vaccination at Parihaka, where he is operating upon the Natives. xyxy=(481,1321,634,1377)
dateline: WELLINGTON, September 28. xyxy=(518,1379,634,1389)
report-paragraph: Application granted. xyxy=(992,1208,1070,1218)
tide-morn: 11.55 xyxy=(114,115,136,125)
import-entry: Per Amateur—11 tons iron, 74 sks potatoes, 22 sks oats, 7 sks wheat. Consignees—Messrs Garwood and Co., Billens, Vangioni, and Latter. xyxy=(16,460,159,497)
news-item: REDUCTION OF FREIGHTS.—The Union Steamship Company announces by advertisement that they have reduced the freight between Akaroa and Lyttelton to 10s per ton, all round from the 28th Sept. xyxy=(326,37,469,93)
article-paragraph: Parliament has voted £16,000 for the Little River Railway, and out of that at least £6000 will be required for work already done. The remaining £10,000, therefore, is all that is available for extending the line and making sidings and stations, till next session. We hear that the contractor, Mr Coates, has seen Mr Blair on the matter, and that gentleman informed him that there were to be no sidings or station buildings constructed at present, but that the line was first to be continued at least as far as Lake Forsyth, which is about a mile from the end of the present contract. Mr Blair further said that on his return from Dunedin he would put affairs in train at once; and the question that now arises is, in what direction the permanent way is to be extended. There are two alternatives, we believe, one of which is to take the line to the end of the Lake, to where the timber is landed, so that one removal can be saved, and the other is to carry the line on the original survey, so as to add another mile or so to the extension towards Little River. We think that nearly every one will agree with us in saying that the latter is by far the best course to pursue. Let us get the line at all hazards as far as we possibly can in the right direction, and sacrifice any small temporary convenience for the one great end. It is sincerely to be hoped that some steps will be immediately taken to let Mr Blair know that this is the wish of the great majority of the people, so that he may consent to this course being adopted. The people of the Peninsula should never cease, as the great O'Connell said, to "Agitate, agitate, agitate," till the line is carried at least as far as the proposed tunnel in the Little River Hill, for the whole benefits of the line are lost without it absolutely reaches the timber, so that the expense of carting and floating can be saved. xyxy=(171,438,314,918)
